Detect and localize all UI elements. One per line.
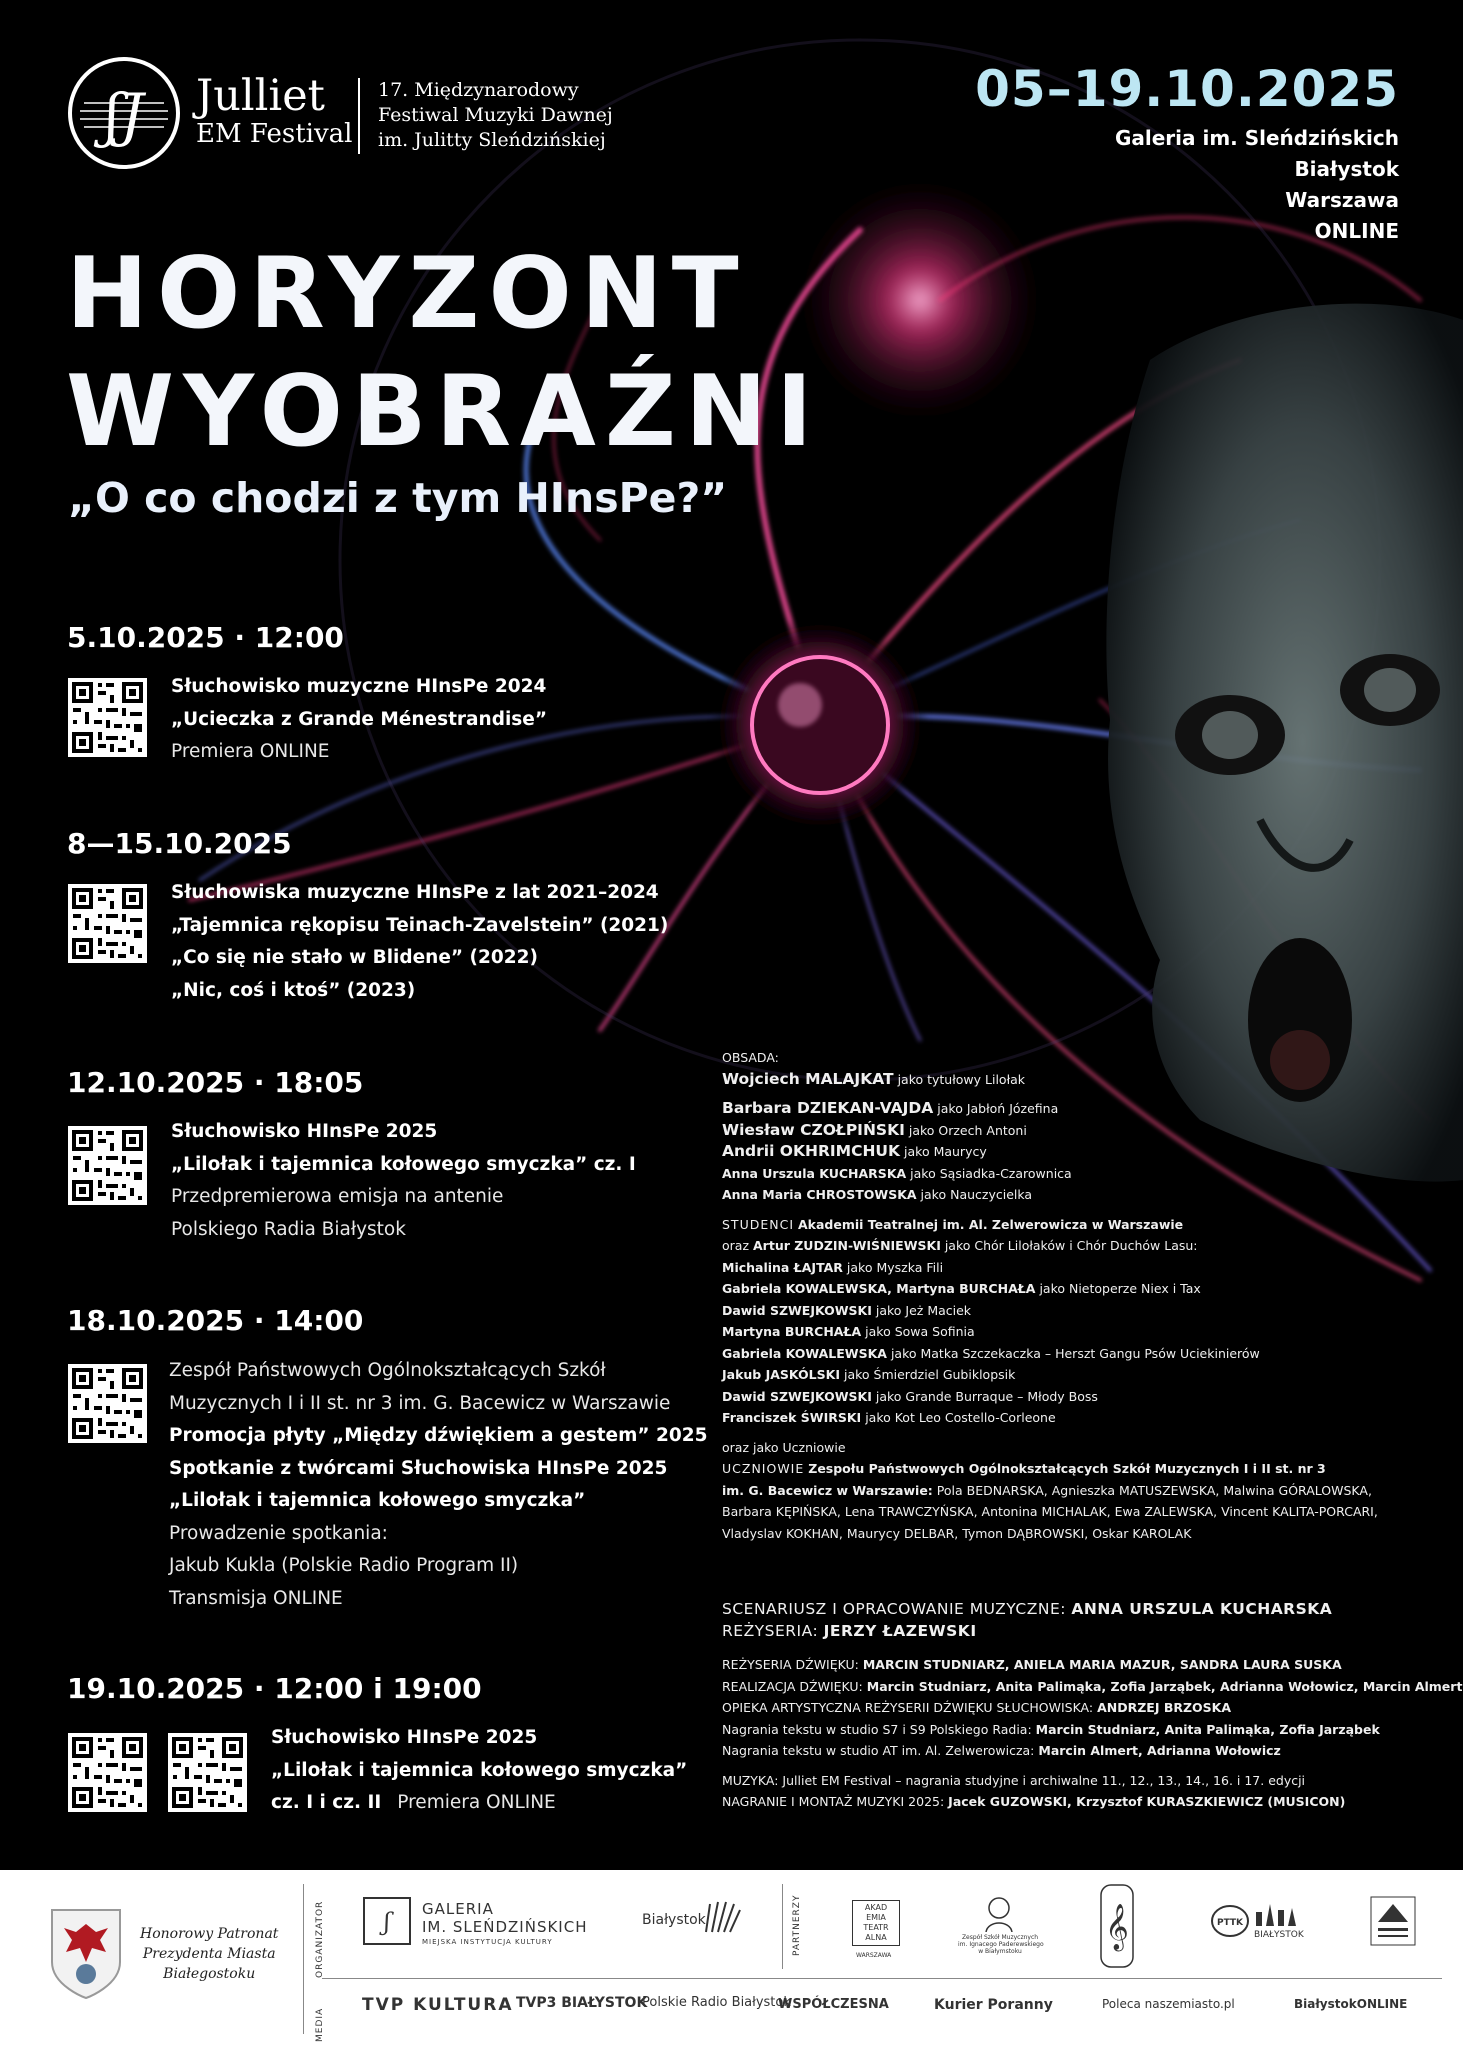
media-logo-kurier: Kurier Poranny: [934, 1997, 1053, 2013]
bialystok-sun-icon: [702, 1898, 742, 1934]
akademia-logo: AKAD: [864, 1903, 888, 1912]
media-logo-wspolczesna: WSPÓŁCZESNA: [778, 1997, 889, 2012]
media-logo-polskie-radio: Polskie Radio Białystok: [642, 1995, 791, 2010]
credit-label: MUZYKA:: [722, 1772, 779, 1788]
cast-name: Jakub JASKÓLSKI: [722, 1367, 840, 1382]
akademia-city: WARSZAWA: [856, 1952, 892, 1959]
event-line: „Co się nie stało w Blidene” (2022): [171, 947, 538, 968]
qr-code-icon[interactable]: [68, 1126, 147, 1205]
media-logo-bialystok-online: BiałystokONLINE: [1294, 1997, 1408, 2011]
event-details: [171, 671, 547, 769]
credit-label: Nagrania tekstu w studio AT im. Al. Zelwerowicza:: [722, 1743, 1035, 1758]
event-date: 19.10.2025 · 12:00 i 19:00: [67, 1672, 482, 1705]
festival-line: Festiwal Muzyki Dawnej: [378, 104, 613, 126]
svg-text:ʃJ: ʃJ: [104, 81, 144, 149]
pupils-names: Barbara KĘPIŃSKA, Lena TRAWCZYŃSKA, Antonina MICHALAK, Ewa ZALEWSKA, Vincent KALITA-PORCARI,: [722, 1504, 1378, 1519]
event-line: Polskiego Radia Białystok: [171, 1218, 406, 1240]
event-line: „Lilołak i tajemnica kołowego smyczka” cz. I: [171, 1153, 636, 1175]
cast-role: jako tytułowy Lilołak: [897, 1071, 1026, 1087]
credit-value: JERZY ŁAZEWSKI: [823, 1622, 977, 1640]
credit-value: Marcin Almert, Adrianna Wołowicz: [1038, 1743, 1281, 1758]
logo-divider: [358, 78, 360, 154]
event-date: 18.10.2025 · 14:00: [67, 1304, 364, 1337]
cast-role: jako Maurycy: [904, 1144, 987, 1159]
credit-value: Marcin Studniarz, Anita Palimąka, Zofia Jarząbek: [1035, 1721, 1380, 1737]
credit-label: SCENARIUSZ I OPRACOWANIE MUZYCZNE:: [722, 1600, 1066, 1618]
galeria-name: IM. SLEŃDZIŃSKICH: [422, 1918, 588, 1936]
production-credits: [722, 1598, 1462, 1813]
cast-role: jako Śmierdziel Gubiklopsik: [843, 1367, 1016, 1382]
credit-label: OPIEKA ARTYSTYCZNA REŻYSERII DŹWIĘKU SŁUCHOWISKA:: [722, 1700, 1094, 1715]
cast-name: Anna Urszula KUCHARSKA: [722, 1165, 907, 1181]
svg-text:ʃ: ʃ: [383, 1908, 391, 1936]
pupils-school: im. G. Bacewicz w Warszawie:: [722, 1482, 933, 1498]
akademia-logo: TEATR: [863, 1923, 889, 1932]
cast-label: OBSADA:: [722, 1050, 779, 1065]
organizer-label: ORGANIZATOR: [315, 1900, 325, 1978]
media-logo-tvp3: TVP3 BIAŁYSTOK: [516, 1995, 648, 2011]
svg-text:𝄞: 𝄞: [1105, 1904, 1129, 1950]
poster-subtitle: „O co chodzi z tym HInsPe?”: [68, 474, 728, 522]
festival-logo-sub: EM Festival: [196, 119, 353, 149]
credit-value: Jacek GUZOWSKI, Krzysztof KURASZKIEWICZ (MUSICON): [948, 1794, 1346, 1809]
venue-item: Warszawa: [1285, 188, 1399, 212]
cast-role: jako Kot Leo Costello-Corleone: [865, 1410, 1056, 1425]
students-label: STUDENCI: [722, 1216, 795, 1232]
zespol-logo: Zespół Szkół Muzycznych: [961, 1934, 1039, 1941]
event-line: Słuchowiska muzyczne HInsPe z lat 2021–2024: [171, 882, 659, 903]
zespol-logo: im. Ignacego Paderewskiego: [958, 1941, 1044, 1948]
event-line: Słuchowisko HInsPe 2025: [271, 1727, 538, 1748]
sponsors-footer: [0, 1870, 1463, 2048]
cast-role: jako Sąsiadka-Czarownica: [910, 1165, 1072, 1181]
pupils-label: UCZNIOWIE: [722, 1461, 805, 1476]
city-coat-of-arms-icon: [48, 1906, 124, 2002]
cast-list: [722, 1047, 1378, 1544]
cast-name: Gabriela KOWALEWSKA: [722, 1345, 887, 1361]
patron-text: [140, 1924, 278, 1984]
cast-name: Michalina ŁAJTAR: [722, 1259, 843, 1275]
pupils-names: Pola BEDNARSKA, Agnieszka MATUSZEWSKA, Malwina GÓRALOWSKA,: [936, 1482, 1372, 1498]
cast-name: Franciszek ŚWIRSKI: [722, 1410, 862, 1425]
credit-label: REŻYSERIA DŹWIĘKU:: [722, 1657, 859, 1672]
footer-divider: [782, 1884, 783, 1969]
event-line: Zespół Państwowych Ogólnokształcących Szkół: [169, 1360, 606, 1381]
festival-logo-name: Julliet: [196, 71, 325, 121]
pttk-badge-icon: [1210, 1904, 1250, 1938]
partners-label: PARTNERZY: [792, 1894, 802, 1956]
credit-value: Julliet EM Festival – nagrania studyjne i archiwalne 11., 12., 13., 14., 16. i 17. edycji: [782, 1772, 1306, 1788]
event-line: Spotkanie z twórcami Słuchowiska HInsPe 2025: [169, 1457, 668, 1479]
qr-code-icon[interactable]: [68, 1733, 147, 1812]
event-line: Przedpremierowa emisja na antenie: [171, 1186, 504, 1207]
festival-logo-icon: [66, 55, 182, 171]
event-line: „Lilołak i tajemnica kołowego smyczka”: [271, 1759, 688, 1781]
pttk-city: BIAŁYSTOK: [1254, 1930, 1304, 1940]
event-line: Słuchowisko muzyczne HInsPe 2024: [171, 676, 547, 697]
event-line: Prowadzenie spotkania:: [169, 1522, 388, 1544]
event-date: 8—15.10.2025: [67, 827, 292, 860]
cast-name: Wiesław CZOŁPIŃSKI: [722, 1120, 905, 1139]
svg-text:PTTK: PTTK: [1216, 1918, 1244, 1928]
title-line: HORYZONT: [66, 237, 748, 351]
title-line: WYOBRAŹNI: [66, 355, 822, 469]
event-details: [171, 1116, 636, 1246]
zespol-logo: w Białymstoku: [978, 1948, 1022, 1955]
poster-title: [66, 235, 821, 471]
cast-name: Dawid SZWEJKOWSKI: [722, 1388, 872, 1404]
cast-name: Dawid SZWEJKOWSKI: [722, 1302, 872, 1318]
event-line: Transmisja ONLINE: [169, 1587, 343, 1609]
cast-name: Anna Maria CHROSTOWSKA: [722, 1187, 917, 1202]
event-details: [169, 1355, 707, 1615]
bialystok-logo: Białystok: [642, 1912, 706, 1928]
patron-line: Prezydenta Miasta: [142, 1946, 276, 1962]
society-logo-icon: [1370, 1896, 1416, 1946]
akademia-logo: EMIA: [866, 1913, 886, 1922]
event-line: Muzycznych I i II st. nr 3 im. G. Bacewicz w Warszawie: [169, 1392, 671, 1414]
cast-role: jako Myszka Fili: [846, 1259, 944, 1275]
event-extra: Premiera ONLINE: [397, 1792, 556, 1813]
media-logo-tvp-kultura: TVP KULTURA: [362, 1995, 514, 2015]
event-line: Premiera ONLINE: [171, 741, 330, 762]
cast-role: jako Matka Szczekaczka – Herszt Gangu Psów Uciekinierów: [890, 1345, 1260, 1361]
media-logo-naszemiasto: Poleca naszemiasto.pl: [1102, 1997, 1235, 2011]
event-line: Jakub Kukla (Polskie Radio Program II): [169, 1555, 519, 1576]
credit-value: MARCIN STUDNIARZ, ANIELA MARIA MAZUR, SANDRA LAURA SUSKA: [862, 1657, 1342, 1672]
festival-line: 17. Międzynarodowy: [378, 79, 579, 101]
media-label: MEDIA: [315, 2007, 325, 2042]
event-line: „Lilołak i tajemnica kołowego smyczka”: [169, 1490, 586, 1511]
akademia-logo: ALNA: [865, 1933, 887, 1942]
galeria-logo-icon: [362, 1896, 412, 1946]
credit-label: NAGRANIE I MONTAŻ MUZYKI 2025:: [722, 1794, 945, 1809]
event-line: Słuchowisko HInsPe 2025: [171, 1121, 438, 1142]
event-date: 12.10.2025 · 18:05: [67, 1066, 364, 1099]
venue-item: ONLINE: [1314, 219, 1399, 243]
qr-code-icon[interactable]: [68, 884, 147, 963]
qr-code-icon[interactable]: [168, 1733, 247, 1812]
cast-role: jako Jeż Maciek: [875, 1302, 972, 1318]
event-line: cz. I i cz. II: [271, 1792, 382, 1813]
pupils-school: Zespołu Państwowych Ogólnokształcących Szkół Muzycznych I i II st. nr 3: [808, 1461, 1326, 1476]
footer-rule: [322, 1978, 1442, 1979]
event-line: „Nic, coś i ktoś” (2023): [171, 979, 416, 1001]
credit-label: REALIZACJA DŹWIĘKU:: [722, 1678, 863, 1694]
qr-code-icon[interactable]: [68, 1364, 147, 1443]
cast-name: Gabriela KOWALEWSKA, Martyna BURCHAŁA: [722, 1281, 1036, 1296]
cast-name: Wojciech MALAJKAT: [722, 1069, 894, 1088]
credit-label: REŻYSERIA:: [722, 1622, 819, 1640]
paderewski-portrait-icon: [982, 1894, 1016, 1932]
patron-line: Honorowy Patronat: [140, 1926, 279, 1942]
cast-role: jako Orzech Antoni: [908, 1122, 1027, 1138]
event-details: [271, 1722, 687, 1820]
footer-divider: [303, 1884, 304, 2034]
event-line: „Tajemnica rękopisu Teinach-Zavelstein” (2021): [171, 914, 669, 936]
cast-pre: oraz: [722, 1238, 750, 1253]
venue-item: Galeria im. Sleńdzińskich: [1114, 126, 1399, 150]
galeria-name: GALERIA: [422, 1900, 494, 1918]
patron-line: Białegostoku: [163, 1966, 256, 1982]
credit-value: ANDRZEJ BRZOSKA: [1097, 1700, 1232, 1715]
credit-label: Nagrania tekstu w studio S7 i S9 Polskiego Radia:: [722, 1721, 1032, 1737]
venue-item: Białystok: [1294, 157, 1399, 181]
cast-role: jako Jabłoń Józefina: [937, 1101, 1059, 1116]
cast-role: jako Nietoperze Niex i Tax: [1039, 1281, 1201, 1296]
qr-code-icon[interactable]: [68, 678, 147, 757]
festival-dates: 05–19.10.2025: [975, 60, 1399, 118]
cast-name: Barbara DZIEKAN-VAJDA: [722, 1099, 934, 1117]
cast-role: jako Nauczycielka: [920, 1187, 1033, 1202]
credit-value: Marcin Studniarz, Anita Palimąka, Zofia Jarząbek, Adrianna Wołowicz, Marcin Almert: [866, 1678, 1463, 1694]
festival-description: [378, 78, 613, 153]
pttk-skyline-icon: [1254, 1900, 1298, 1926]
venue-list: [1115, 123, 1399, 247]
event-line: „Ucieczka z Grande Ménestrandise”: [171, 708, 548, 730]
event-line: Promocja płyty „Między dźwiękiem a gestem” 2025: [169, 1425, 708, 1446]
pupils-intro: oraz jako Uczniowie: [722, 1439, 846, 1455]
students-school: Akademii Teatralnej im. Al. Zelwerowicza w Warszawie: [798, 1216, 1184, 1232]
cast-role: jako Grande Burraque – Młody Boss: [875, 1388, 1098, 1404]
cast-name: Andrii OKHRIMCHUK: [722, 1142, 901, 1160]
credit-value: ANNA URSZULA KUCHARSKA: [1071, 1600, 1333, 1618]
cast-name: Martyna BURCHAŁA: [722, 1324, 862, 1339]
event-details: [171, 877, 668, 1007]
festival-line: im. Julitty Sleńdzińskiej: [378, 129, 606, 151]
event-date: 5.10.2025 · 12:00: [67, 621, 344, 654]
pupils-names: Vladyslav KOKHAN, Maurycy DELBAR, Tymon DĄBROWSKI, Oskar KAROLAK: [722, 1525, 1192, 1541]
galeria-sub: MIEJSKA INSTYTUCJA KULTURY: [422, 1938, 553, 1946]
cast-role: jako Chór Lilołaków i Chór Duchów Lasu:: [944, 1238, 1198, 1253]
cast-role: jako Sowa Sofinia: [865, 1324, 975, 1339]
cast-name: Artur ZUDZIN-WIŚNIEWSKI: [753, 1238, 941, 1253]
school-treble-clef-icon: [1100, 1884, 1134, 1968]
